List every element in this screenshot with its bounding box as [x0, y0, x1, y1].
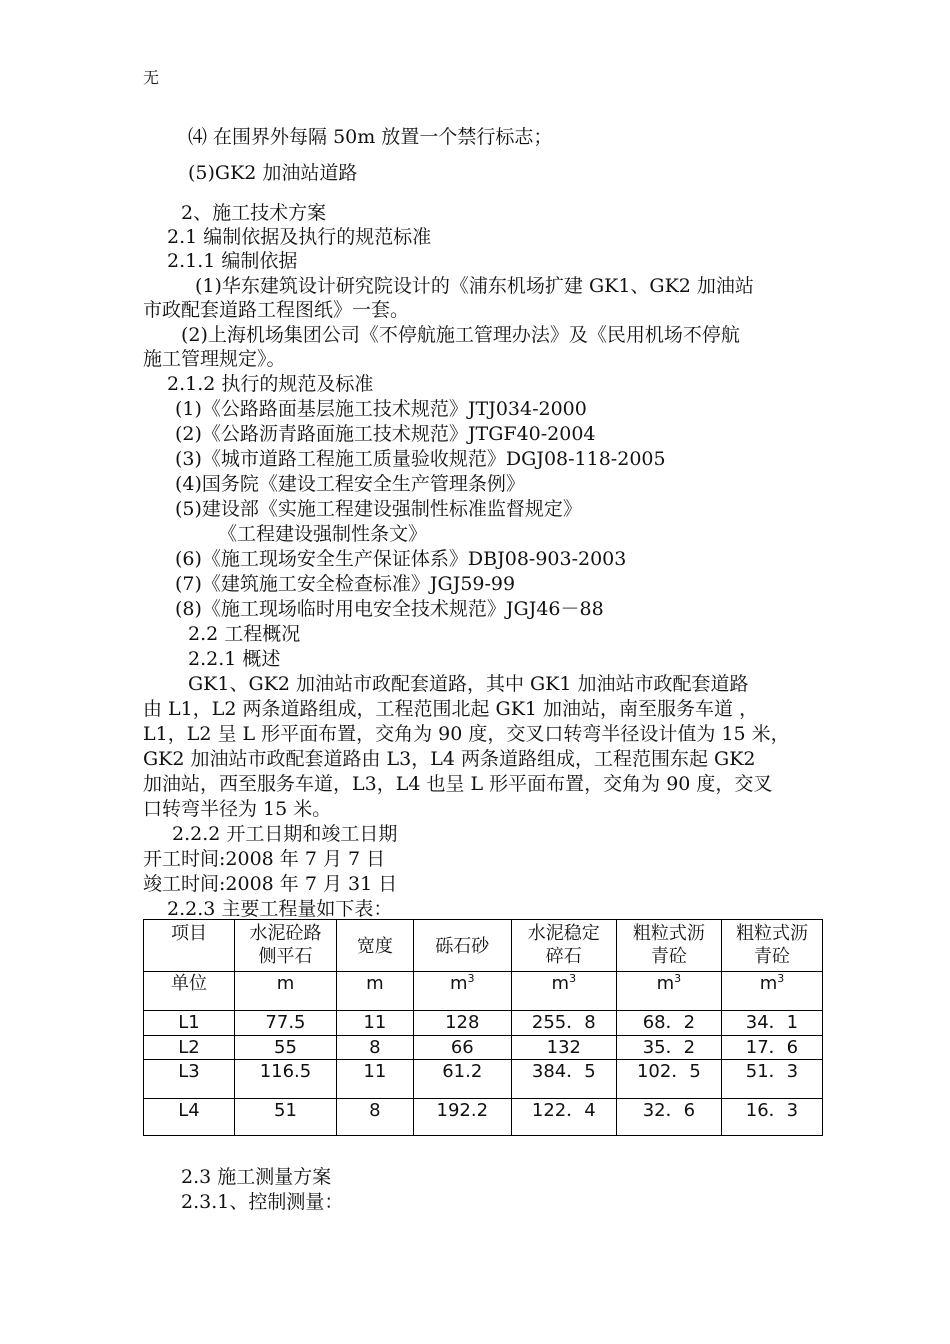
table-cell: 68．2 — [616, 1011, 721, 1036]
table-cell: $m^3$ — [721, 972, 822, 1011]
table-row — [144, 1099, 823, 1136]
paragraph-line: (2)上海机场集团公司《不停航施工管理办法》及《民用机场不停航 — [181, 324, 740, 346]
list-item: (1)《公路路面基层施工技术规范》JTJ034-2000 — [175, 398, 587, 420]
table-cell: 单位 — [144, 972, 235, 1011]
table-header-cell: 项目 — [144, 920, 235, 972]
table-cell: m — [336, 972, 413, 1011]
table-header-row — [144, 920, 823, 972]
table-cell: 55 — [234, 1036, 336, 1060]
paragraph-line: 市政配套道路工程图纸》一套。 — [143, 299, 410, 321]
list-item: (5)GK2 加油站道路 — [188, 162, 358, 184]
table-cell: 8 — [336, 1036, 413, 1060]
table-cell: $m^3$ — [616, 972, 721, 1011]
table-cell: $m^3$ — [511, 972, 616, 1011]
table-header-cell: 粗粒式沥 青砼 — [721, 920, 822, 972]
table-cell: 384．5 — [511, 1060, 616, 1099]
table-cell: 32．6 — [616, 1099, 721, 1136]
table-cell: L2 — [144, 1036, 235, 1060]
table-row — [144, 1036, 823, 1060]
list-item: (4)国务院《建设工程安全生产管理条例》 — [175, 473, 525, 495]
paragraph-line: GK1、GK2 加油站市政配套道路，其中 GK1 加油站市政配套道路 — [188, 673, 749, 695]
table-cell: 11 — [336, 1060, 413, 1099]
table-cell: 132 — [511, 1036, 616, 1060]
table-cell: 66 — [413, 1036, 511, 1060]
list-item: (3)《城市道路工程施工质量验收规范》DGJ08-118-2005 — [175, 448, 666, 470]
table-cell: 192.2 — [413, 1099, 511, 1136]
paragraph-line: 竣工时间:2008 年 7 月 31 日 — [143, 873, 398, 895]
section-heading: 2.2.2 开工日期和竣工日期 — [172, 823, 398, 845]
list-item: (7)《建筑施工安全检查标准》JGJ59-99 — [175, 573, 516, 595]
paragraph-line: 加油站，西至服务车道，L3，L4 也呈 L 形平面布置，交角为 90 度，交叉 — [143, 773, 773, 795]
section-heading: 2.3 施工测量方案 — [181, 1166, 332, 1188]
table-header-cell: 粗粒式沥 青砼 — [616, 920, 721, 972]
table-row — [144, 1011, 823, 1036]
section-heading: 2.1 编制依据及执行的规范标准 — [167, 226, 432, 248]
paragraph-line: 由 L1，L2 两条道路组成，工程范围北起 GK1 加油站，南至服务车道 ， — [143, 698, 759, 720]
table-cell: 122．4 — [511, 1099, 616, 1136]
paragraph-line: L1，L2 呈 L 形平面布置，交角为 90 度，交叉口转弯半径设计值为 15 米， — [143, 723, 790, 745]
table-cell: 11 — [336, 1011, 413, 1036]
table-cell: L1 — [144, 1011, 235, 1036]
table-cell: 116.5 — [234, 1060, 336, 1099]
table-cell: 61.2 — [413, 1060, 511, 1099]
section-heading: 2.2.3 主要工程量如下表： — [167, 898, 393, 920]
table-cell: 16．3 — [721, 1099, 822, 1136]
table-header-cell: 宽度 — [336, 920, 413, 972]
table-cell: 34．1 — [721, 1011, 822, 1036]
table-cell: L3 — [144, 1060, 235, 1099]
list-item: 《工程建设强制性条文》 — [218, 523, 428, 545]
list-item: (6)《施工现场安全生产保证体系》DBJ08-903-2003 — [175, 548, 627, 570]
table-header-cell: 砾石砂 — [413, 920, 511, 972]
paragraph-line: GK2 加油站市政配套道路由 L3，L4 两条道路组成，工程范围东起 GK2 — [143, 748, 756, 770]
table-cell: m — [234, 972, 336, 1011]
list-item: (2)《公路沥青路面施工技术规范》JTGF40-2004 — [175, 423, 596, 445]
table-cell: 102．5 — [616, 1060, 721, 1099]
list-item: (5)建设部《实施工程建设强制性标准监督规定》 — [175, 498, 582, 520]
table-cell: 35．2 — [616, 1036, 721, 1060]
section-heading: 2.3.1、控制测量： — [181, 1191, 344, 1213]
table-cell: 51 — [234, 1099, 336, 1136]
list-item: ⑷ 在围界外每隔 50m 放置一个禁行标志； — [188, 126, 553, 148]
table-row — [144, 1060, 823, 1099]
quantity-table — [143, 919, 823, 1136]
section-heading: 2.1.2 执行的规范及标准 — [167, 373, 374, 395]
table-header-cell: 水泥砼路 侧平石 — [234, 920, 336, 972]
table-cell: $m^3$ — [413, 972, 511, 1011]
table-cell: 51．3 — [721, 1060, 822, 1099]
paragraph-line: 口转弯半径为 15 米。 — [143, 798, 332, 820]
table-cell: 17．6 — [721, 1036, 822, 1060]
page-header: 无 — [143, 68, 160, 87]
table-cell: L4 — [144, 1099, 235, 1136]
table-cell: 77.5 — [234, 1011, 336, 1036]
section-heading: 2.2.1 概述 — [188, 648, 281, 670]
table-header-cell: 水泥稳定 碎石 — [511, 920, 616, 972]
table-cell: 128 — [413, 1011, 511, 1036]
table-cell: 8 — [336, 1099, 413, 1136]
table-unit-row — [144, 972, 823, 1011]
table-cell: 255．8 — [511, 1011, 616, 1036]
section-heading: 2、施工技术方案 — [181, 202, 327, 224]
list-item: (8)《施工现场临时用电安全技术规范》JGJ46－88 — [175, 598, 604, 620]
paragraph-line: 开工时间:2008 年 7 月 7 日 — [143, 848, 386, 870]
section-heading: 2.2 工程概况 — [188, 623, 301, 645]
paragraph-line: (1)华东建筑设计研究院设计的《浦东机场扩建 GK1、GK2 加油站 — [195, 275, 754, 297]
section-heading: 2.1.1 编制依据 — [167, 250, 298, 272]
paragraph-line: 施工管理规定》。 — [143, 348, 286, 370]
